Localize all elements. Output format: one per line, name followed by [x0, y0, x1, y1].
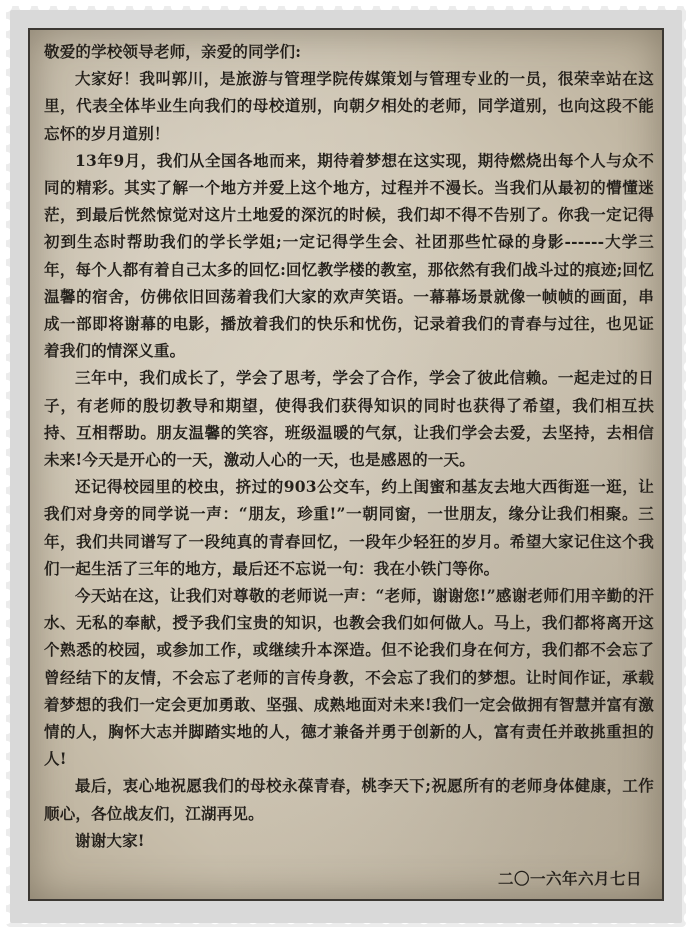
letter-paragraph-4: 还记得校园里的校虫，挤过的903公交车，约上闺蜜和基友去地大西街逛一逛，让我们对身旁的同学说一声：“朋友，珍重!”一朝同窗，一世朋友，缘分让我们相聚。三年，我们共同谱写了一段纯真的青春回忆，一段年少轻狂的岁月。希望大家记住这个我们一起生活了三年的地方，最后还不忘说一句：我在小铁门等你。 — [44, 477, 654, 578]
letter-paragraph-5: 今天站在这，让我们对尊敬的老师说一声：“老师，谢谢您!”感谢老师们用辛勤的汗水、无私的奉献，授予我们宝贵的知识，也教会我们如何做人。马上，我们都将离开这个熟悉的校园，或参加工作，或继续升本深造。但不论我们身在何方，我们都不会忘了曾经结下的友情，不会忘了老师的言传身教，不会忘了我们的梦想。让时间作证，承载着梦想的我们一定会更加勇敢、坚强、成熟地面对未来!我们一定会做拥有智慧并富有激情的人，胸怀大志并脚踏实地的人，德才兼备并勇于创新的人，富有责任并敢挑重担的人! — [44, 586, 654, 769]
letter-sheet — [28, 28, 664, 901]
letter-date: 二〇一六年六月七日 — [497, 869, 642, 888]
letter-paragraph-6: 最后，衷心地祝愿我们的母校永葆青春，桃李天下;祝愿所有的老师身体健康，工作顺心，各位战友们，江湖再见。 — [44, 776, 654, 823]
letter-paragraph-3: 三年中，我们成长了，学会了思考，学会了合作，学会了彼此信赖。一起走过的日子，有老师的殷切教导和期望，使得我们获得知识的同时也获得了希望，我们相互扶持、互相帮助。朋友温馨的笑容，班级温暖的气氛，让我们学会去爱，去坚持，去相信未来!今天是开心的一天，激动人心的一天，也是感恩的一天。 — [44, 368, 654, 470]
letter-closing: 谢谢大家! — [75, 830, 145, 850]
letter-salutation: 敬爱的学校领导老师，亲爱的同学们: — [44, 42, 302, 61]
letter-paragraph-2: 13年9月，我们从全国各地而来，期待着梦想在这实现，期待燃烧出每个人与众不同的精彩。其实了解一个地方并爱上这个地方，过程并不漫长。当我们从最初的懵懂迷茫，到最后恍然惊觉对这片土地爱的深沉的时候，我们却不得不告别了。你我一定记得初到生态时帮助我们的学长学姐;一定记得学生会、社团那些忙碌的身影------大学三年，每个人都有着自己太多的回忆:回忆教学楼的教室，那依然有我们战斗过的痕迹;回忆温馨的宿舍，仿佛依旧回荡着我们大家的欢声笑语。一幕幕场景就像一帧帧的画面，串成一部即将谢幕的电影，播放着我们的快乐和忧伤，记录着我们的青春与过往，也见证着我们的情深义重。 — [44, 150, 654, 361]
letter-body — [44, 38, 654, 854]
letter-paragraph-1: 大家好！我叫郭川，是旅游与管理学院传媒策划与管理专业的一员，很荣幸站在这里，代表全体毕业生向我们的母校道别，向朝夕相处的老师，同学道别，也向这段不能忘怀的岁月道别！ — [44, 69, 654, 143]
